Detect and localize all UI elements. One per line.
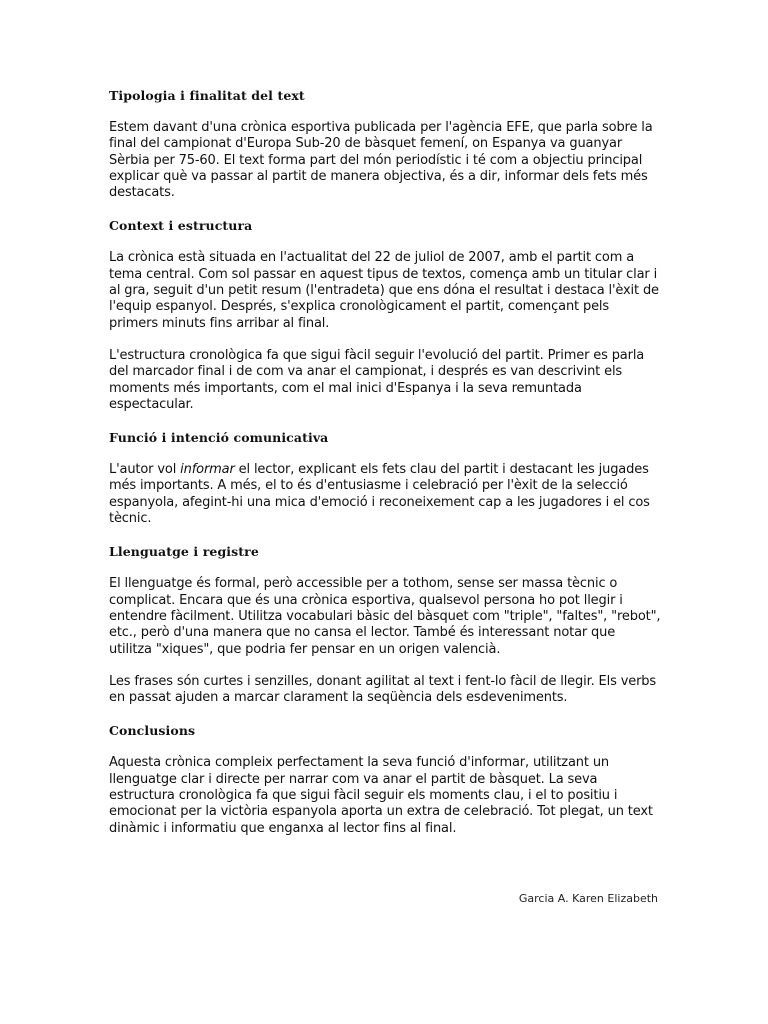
body-paragraph <box>109 462 661 527</box>
paragraph-text: L'estructura cronològica fa que sigui fàcil seguir l'evolució del partit. Primer es parla del marcador final i de com va anar el campionat, i després es van descrivint els moments més importants, com el mal inici d'Espanya i la seva remuntada espectacular. <box>109 347 645 412</box>
paragraph-text: L'autor vol <box>109 462 181 478</box>
emphasized-text: informar <box>180 462 235 478</box>
section-heading: Tipologia i finalitat del text <box>109 88 305 103</box>
body-paragraph <box>109 250 661 331</box>
body-paragraph <box>109 755 661 836</box>
section-heading: Context i estructura <box>109 218 253 234</box>
document-body <box>109 87 661 853</box>
body-paragraph <box>109 674 661 707</box>
paragraph-text: Les frases són curtes i senzilles, donant agilitat al text i fent-lo fàcil de llegir. Els verbs en passat ajuden a marcar clarament la seqüència dels esdeveniments. <box>109 673 657 706</box>
paragraph-text: El llenguatge és formal, però accessible per a tothom, sense ser massa tècnic o complicat. Encara que és una crònica esportiva, qualsevol persona ho pot llegir i entendre fàcilment. Utilitza vocabulari bàsic del bàsquet com "triple", "faltes", "rebot", etc., però d'una manera que no cansa el lector. També és interessant notar que utilitza "xiques", que podria fer pensar en un origen valencià. <box>109 576 661 657</box>
paragraph-text: Aquesta crònica compleix perfectament la seva funció d'informar, utilitzant un llenguatge clar i directe per narrar com va anar el partit de bàsquet. La seva estructura cronològica fa que sigui fàcil seguir els moments clau, i el to positiu i emocionat per la victòria espanyola aporta un extra de celebració. Tot plegat, un text dinàmic i informatiu que enganxa al lector fins al final. <box>109 755 653 836</box>
author-signature: Garcia A. Karen Elizabeth <box>518 892 658 905</box>
section-heading: Funció i intenció comunicativa <box>109 430 329 446</box>
body-paragraph <box>109 120 661 201</box>
paragraph-text: el lector, explicant els fets clau del partit i destacant les jugades més importants. A més, el to és d'entusiasme i celebració per l'èxit de la selecció espanyola, afegint-hi una mica d'emoció i reconeixement cap a les jugadores i el cos tècnic. <box>109 462 650 527</box>
paragraph-text: La crònica està situada en l'actualitat del 22 de juliol de 2007, amb el partit com a tema central. Com sol passar en aquest tipus de textos, comença amb un titular clar i al gra, seguit d'un petit resum (l'entradeta) que ens dóna el resultat i destaca l'èxit de l'equip espanyol. Després, s'explica cronològicament el partit, començant pels primers minuts fins arribar al final. <box>109 250 659 331</box>
body-paragraph <box>109 576 661 657</box>
body-paragraph <box>109 348 661 413</box>
section-heading: Conclusions <box>109 723 196 739</box>
section-heading: Llenguatge i registre <box>109 544 259 560</box>
paragraph-text: Estem davant d'una crònica esportiva publicada per l'agència EFE, que parla sobre la final del campionat d'Europa Sub-20 de bàsquet femení, on Espanya va guanyar Sèrbia per 75-60. El text forma part del món periodístic i té com a objectiu principal explicar què va passar al partit de manera objectiva, és a dir, informar dels fets més destacats. <box>109 120 653 201</box>
